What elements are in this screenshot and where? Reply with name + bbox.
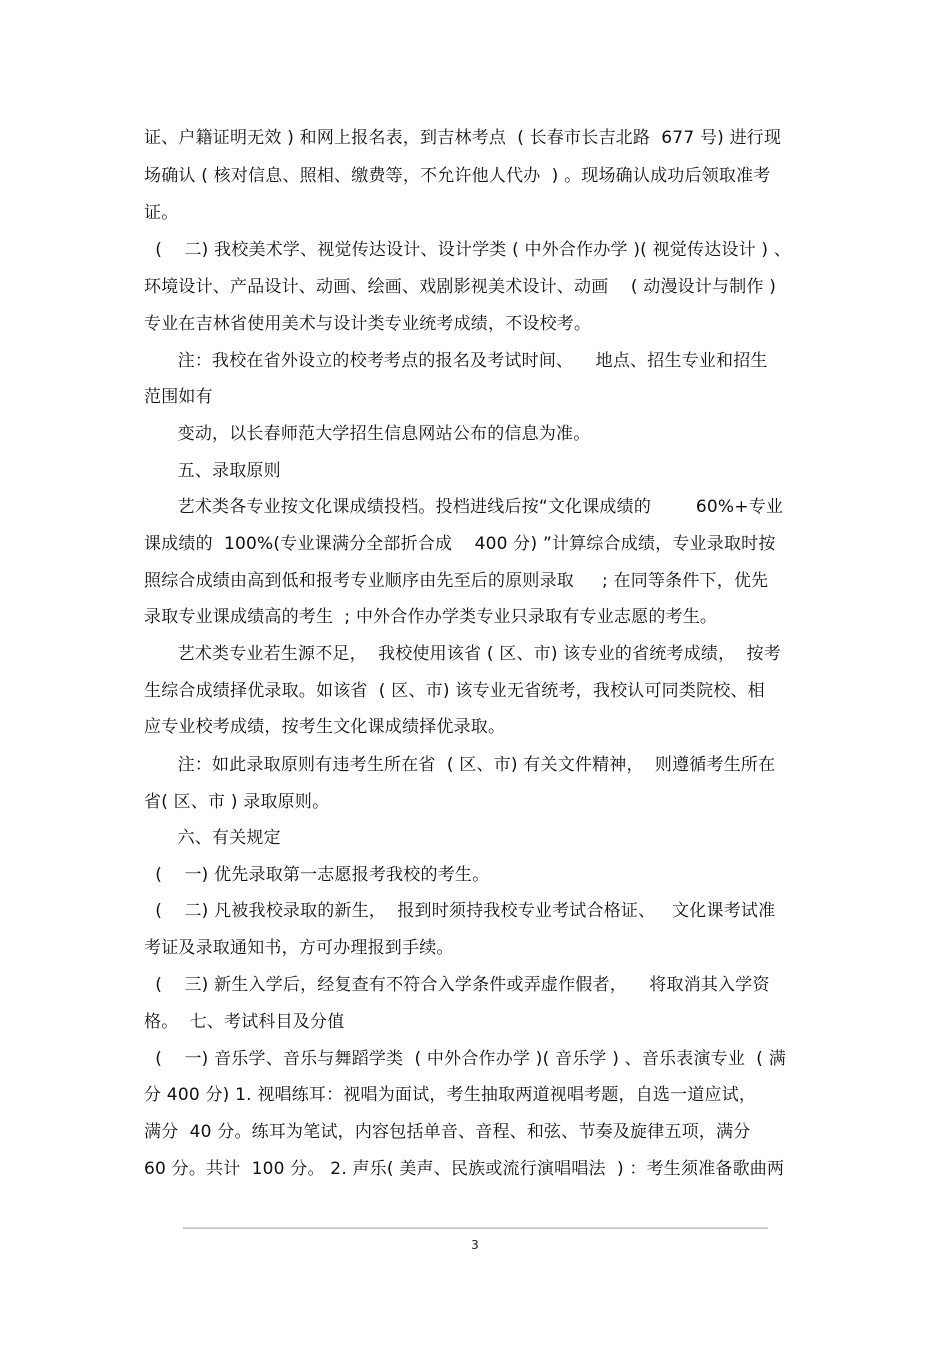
text-line: 范围如有 (144, 387, 213, 407)
page-number: 3 (471, 1238, 479, 1252)
text-line: 格。 七、考试科目及分值 (144, 1012, 345, 1032)
text-line: 分 400 分) 1. 视唱练耳：视唱为面试，考生抽取两道视唱考题，自选一道应试， (144, 1085, 757, 1105)
text-line: 变动，以长春师范大学招生信息网站公布的信息为准。 (144, 424, 591, 444)
text-line: 艺术类专业若生源不足， 我校使用该省 ( 区、市) 该专业的省统考成绩， 按考 (144, 644, 781, 664)
section-heading: 五、录取原则 (144, 461, 281, 481)
text-line: 应专业校考成绩，按考生文化课成绩择优录取。 (144, 717, 506, 737)
text-line: 环境设计、产品设计、动画、绘画、戏剧影视美术设计、动画 ( 动漫设计与制作 ) (144, 277, 777, 297)
text-line: ( 一) 优先录取第一志愿报考我校的考生。 (144, 865, 490, 885)
text-line: 录取专业课成绩高的考生 ; 中外合作办学类专业只录取有专业志愿的考生。 (144, 607, 718, 627)
footer-divider (183, 1227, 768, 1229)
text-line: 艺术类各专业按文化课成绩投档。投档进线后按“文化课成绩的 60%+专业 (144, 497, 784, 517)
text-line: 60 分。共计 100 分。 2. 声乐( 美声、民族或流行演唱唱法 ) ：考生须准备歌曲两 (144, 1159, 785, 1179)
text-line: 考证及录取通知书，方可办理报到手续。 (144, 938, 454, 958)
text-line: ( 三) 新生入学后，经复查有不符合入学条件或弄虚作假者， 将取消其入学资 (144, 975, 770, 995)
text-line: ( 二) 我校美术学、视觉传达设计、设计学类 ( 中外合作办学 )( 视觉传达设计 ) 、 (144, 240, 792, 260)
text-line: 专业在吉林省使用美术与设计类专业统考成绩，不设校考。 (144, 314, 592, 334)
text-line: 证、户籍证明无效 ) 和网上报名表，到吉林考点 ( 长春市长吉北路 677 号) 进行现 (144, 128, 782, 148)
text-line: 省( 区、市 ) 录取原则。 (144, 792, 330, 812)
text-line: 课成绩的 100%(专业课满分全部折合成 400 分) ”计算综合成绩，专业录取时按 (144, 534, 776, 554)
text-line: ( 一) 音乐学、音乐与舞蹈学类 ( 中外合作办学 )( 音乐学 ) 、音乐表演专业 ( 满 (144, 1049, 786, 1069)
text-line: ( 二) 凡被我校录取的新生， 报到时须持我校专业考试合格证、 文化课考试准 (144, 901, 776, 921)
text-line: 注：我校在省外设立的校考考点的报名及考试时间、 地点、招生专业和招生 (144, 351, 768, 371)
text-line: 照综合成绩由高到低和报考专业顺序由先至后的原则录取 ; 在同等条件下，优先 (144, 571, 769, 591)
text-line: 场确认 ( 核对信息、照相、缴费等，不允许他人代办 ) 。现场确认成功后领取准考 (144, 166, 771, 186)
section-heading: 六、有关规定 (144, 828, 281, 848)
text-line: 注：如此录取原则有违考生所在省 ( 区、市) 有关文件精神， 则遵循考生所在 (144, 755, 776, 775)
text-line: 证。 (144, 203, 179, 223)
text-line: 生综合成绩择优录取。如该省 ( 区、市) 该专业无省统考，我校认可同类院校、相 (144, 681, 765, 701)
text-line: 满分 40 分。练耳为笔试，内容包括单音、音程、和弦、节奏及旋律五项，满分 (144, 1122, 751, 1142)
